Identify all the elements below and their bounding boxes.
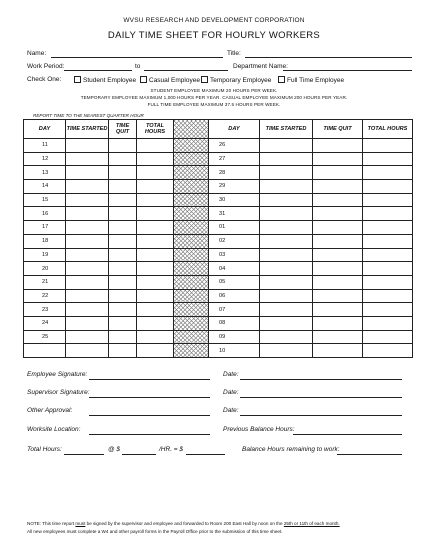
checkbox-student-label: Student Employee: [83, 77, 137, 84]
time-started-cell[interactable]: [260, 152, 313, 166]
max-fulltime: FULL TIME EMPLOYEE MAXIMUM 37.5 HOURS PER WEEK.: [147, 102, 281, 107]
time-started-cell[interactable]: [260, 330, 313, 344]
title-field[interactable]: [245, 50, 412, 58]
time-quit-cell[interactable]: [313, 207, 363, 221]
name-label: Name:: [27, 50, 47, 57]
page-title: DAILY TIME SHEET FOR HOURLY WORKERS: [107, 30, 321, 41]
day-cell: 25: [24, 330, 66, 344]
time-quit-cell[interactable]: [313, 330, 363, 344]
header-day: DAY: [24, 120, 66, 139]
time-quit-cell[interactable]: [313, 193, 363, 207]
total-hours-cell[interactable]: [137, 289, 174, 303]
time-quit-cell[interactable]: [313, 344, 363, 358]
table-row: [24, 152, 413, 166]
total-hours-cell[interactable]: [363, 207, 413, 221]
time-quit-cell[interactable]: [313, 275, 363, 289]
hatched-divider: [174, 152, 209, 166]
day-cell: 07: [209, 303, 260, 317]
time-sheet-table: [23, 119, 413, 358]
checkbox-student[interactable]: [74, 76, 136, 84]
empty-cell: [109, 344, 137, 358]
total-hours-field[interactable]: [64, 447, 104, 455]
name-field[interactable]: [51, 50, 223, 58]
table-row: [24, 289, 413, 303]
work-period-label: Work Period:: [27, 63, 65, 70]
day-cell: 15: [24, 193, 66, 207]
hatched-divider: [174, 166, 209, 180]
time-quit-cell[interactable]: [109, 180, 137, 194]
time-quit-cell[interactable]: [109, 221, 137, 235]
day-cell: 31: [209, 207, 260, 221]
hatched-divider: [174, 207, 209, 221]
header-day: DAY: [209, 120, 260, 139]
footer-new-employees: All new employees must complete a W4 and other payroll forms in the Payroll Office prior to the submission of this time sheet.: [27, 529, 283, 534]
checkbox-icon: [201, 76, 208, 83]
total-hours-cell[interactable]: [363, 193, 413, 207]
worksite-field[interactable]: [89, 427, 210, 435]
table-row: [24, 330, 413, 344]
time-quit-cell[interactable]: [109, 207, 137, 221]
day-cell: 11: [24, 139, 66, 153]
time-started-cell[interactable]: [260, 166, 313, 180]
table-row: [24, 207, 413, 221]
previous-balance-label: Previous Balance Hours:: [223, 426, 295, 433]
supervisor-signature-label: Supervisor Signature:: [27, 389, 90, 396]
time-quit-cell[interactable]: [109, 166, 137, 180]
time-quit-cell[interactable]: [109, 139, 137, 153]
day-cell: 18: [24, 234, 66, 248]
time-started-cell[interactable]: [66, 152, 109, 166]
rate-label: @ $: [108, 446, 121, 453]
checkbox-fulltime[interactable]: [278, 76, 344, 84]
footer-note-dates: 25th or 11th of each month.: [283, 521, 340, 526]
time-quit-cell[interactable]: [313, 262, 363, 276]
time-started-cell[interactable]: [260, 139, 313, 153]
total-hours-cell[interactable]: [363, 166, 413, 180]
day-cell: 01: [209, 221, 260, 235]
total-hours-label: Total Hours:: [27, 446, 62, 453]
day-cell: 29: [209, 180, 260, 194]
empty-cell: [66, 344, 109, 358]
header-total-hours: TOTAL HOURS: [363, 120, 413, 139]
checkbox-casual-label: Casual Employee: [149, 77, 200, 84]
time-started-cell[interactable]: [260, 316, 313, 330]
table-row: [24, 234, 413, 248]
table-header-row: [24, 120, 413, 139]
checkbox-fulltime-label: Full Time Employee: [287, 77, 345, 84]
time-started-cell[interactable]: [260, 193, 313, 207]
total-hours-cell[interactable]: [137, 221, 174, 235]
hatched-divider: [174, 262, 209, 276]
day-cell: 12: [24, 152, 66, 166]
hatched-divider: [174, 316, 209, 330]
time-started-cell[interactable]: [66, 248, 109, 262]
max-student: STUDENT EMPLOYEE MAXIMUM 20 HOURS PER WEEK.: [150, 88, 278, 93]
time-started-cell[interactable]: [66, 193, 109, 207]
day-cell: 04: [209, 262, 260, 276]
hatched-divider: [174, 139, 209, 153]
day-cell: 27: [209, 152, 260, 166]
hatched-divider: [174, 344, 209, 358]
time-quit-cell[interactable]: [109, 289, 137, 303]
time-quit-cell[interactable]: [109, 193, 137, 207]
hatched-divider: [174, 303, 209, 317]
time-started-cell[interactable]: [66, 207, 109, 221]
work-period-end-field[interactable]: [144, 63, 228, 71]
day-cell: 02: [209, 234, 260, 248]
rate-field[interactable]: [122, 447, 156, 455]
day-cell: 14: [24, 180, 66, 194]
time-quit-cell[interactable]: [109, 275, 137, 289]
time-quit-cell[interactable]: [109, 248, 137, 262]
day-cell: 10: [209, 344, 260, 358]
time-started-cell[interactable]: [66, 221, 109, 235]
time-quit-cell[interactable]: [313, 316, 363, 330]
table-row: [24, 303, 413, 317]
time-quit-cell[interactable]: [313, 234, 363, 248]
footer-note-start: NOTE: This time report: [27, 521, 76, 526]
department-field[interactable]: [283, 63, 412, 71]
employee-date-field[interactable]: [240, 372, 402, 380]
hatched-divider: [174, 180, 209, 194]
time-quit-cell[interactable]: [109, 152, 137, 166]
header-time-started: TIME STARTED: [66, 120, 109, 139]
check-one-label: Check One:: [27, 76, 62, 83]
time-quit-cell[interactable]: [109, 303, 137, 317]
hatched-divider: [174, 193, 209, 207]
time-quit-cell[interactable]: [313, 139, 363, 153]
time-started-cell[interactable]: [260, 234, 313, 248]
time-started-cell[interactable]: [260, 248, 313, 262]
hatched-divider: [174, 234, 209, 248]
total-hours-cell[interactable]: [137, 262, 174, 276]
per-hour-label: /HR. = $: [159, 446, 184, 453]
day-cell: 30: [209, 193, 260, 207]
day-cell: 24: [24, 316, 66, 330]
time-started-cell[interactable]: [66, 234, 109, 248]
other-date-label: Date:: [223, 407, 239, 414]
time-started-cell[interactable]: [260, 344, 313, 358]
total-hours-cell[interactable]: [363, 248, 413, 262]
time-quit-cell[interactable]: [109, 330, 137, 344]
time-quit-cell[interactable]: [109, 262, 137, 276]
time-quit-cell[interactable]: [313, 180, 363, 194]
day-cell: 03: [209, 248, 260, 262]
table-row: [24, 262, 413, 276]
total-hours-cell[interactable]: [137, 330, 174, 344]
total-hours-cell[interactable]: [137, 166, 174, 180]
table-row: [24, 275, 413, 289]
day-cell: 16: [24, 207, 66, 221]
day-cell: 17: [24, 221, 66, 235]
total-hours-cell[interactable]: [363, 316, 413, 330]
checkbox-temporary[interactable]: [201, 76, 271, 84]
balance-remaining-label: Balance Hours remaining to work:: [242, 446, 340, 453]
table-row: [24, 180, 413, 194]
checkbox-icon: [74, 76, 81, 83]
supervisor-date-label: Date:: [223, 389, 239, 396]
day-cell: 06: [209, 289, 260, 303]
footer-note-must: must: [75, 521, 86, 526]
time-started-cell[interactable]: [260, 262, 313, 276]
footer-note-mid: be signed by the supervisor and employee and forwarded to Room 200 East Hall by noon on the: [85, 521, 284, 526]
department-label: Department Name:: [233, 63, 288, 70]
header-total-hours: TOTAL HOURS: [137, 120, 174, 139]
time-started-cell[interactable]: [260, 289, 313, 303]
checkbox-casual[interactable]: [140, 76, 200, 84]
day-cell: 28: [209, 166, 260, 180]
time-quit-cell[interactable]: [313, 221, 363, 235]
worksite-label: Worksite Location:: [27, 426, 81, 433]
hatched-divider: [174, 330, 209, 344]
other-approval-label: Other Approval:: [27, 407, 73, 414]
total-hours-cell[interactable]: [137, 234, 174, 248]
supervisor-date-field[interactable]: [240, 390, 402, 398]
total-hours-cell[interactable]: [137, 152, 174, 166]
day-cell: 26: [209, 139, 260, 153]
table-row: [24, 248, 413, 262]
previous-balance-field[interactable]: [293, 427, 402, 435]
time-started-cell[interactable]: [66, 262, 109, 276]
day-cell: 21: [24, 275, 66, 289]
header-time-quit: TIME QUIT: [109, 120, 137, 139]
employee-signature-field[interactable]: [89, 372, 210, 380]
empty-cell: [137, 344, 174, 358]
amount-field[interactable]: [186, 447, 225, 455]
table-row: [24, 316, 413, 330]
day-cell: 08: [209, 316, 260, 330]
time-quit-cell[interactable]: [313, 248, 363, 262]
hatched-divider: [174, 289, 209, 303]
organization-name: WVSU RESEARCH AND DEVELOPMENT CORPORATION: [123, 17, 305, 24]
other-approval-field[interactable]: [89, 408, 210, 416]
hatched-divider: [174, 221, 209, 235]
total-hours-cell[interactable]: [363, 180, 413, 194]
total-hours-cell[interactable]: [363, 139, 413, 153]
total-hours-cell[interactable]: [363, 152, 413, 166]
other-date-field[interactable]: [240, 408, 402, 416]
hatched-divider: [174, 248, 209, 262]
time-started-cell[interactable]: [66, 303, 109, 317]
time-started-cell[interactable]: [66, 289, 109, 303]
work-period-to-label: to: [135, 63, 141, 70]
employee-date-label: Date:: [223, 371, 239, 378]
total-hours-cell[interactable]: [137, 207, 174, 221]
hatched-divider: [174, 120, 209, 139]
day-cell: 19: [24, 248, 66, 262]
footer-note: [27, 521, 340, 526]
total-hours-cell[interactable]: [137, 316, 174, 330]
time-started-cell[interactable]: [66, 180, 109, 194]
time-started-cell[interactable]: [260, 180, 313, 194]
total-hours-cell[interactable]: [137, 180, 174, 194]
table-row: [24, 221, 413, 235]
total-hours-cell[interactable]: [137, 275, 174, 289]
time-started-cell[interactable]: [260, 221, 313, 235]
time-quit-cell[interactable]: [313, 166, 363, 180]
time-started-cell[interactable]: [66, 275, 109, 289]
day-cell: 05: [209, 275, 260, 289]
total-hours-cell[interactable]: [363, 344, 413, 358]
total-hours-cell[interactable]: [363, 289, 413, 303]
total-hours-cell[interactable]: [137, 193, 174, 207]
time-started-cell[interactable]: [66, 330, 109, 344]
max-temporary-casual: TEMPORARY EMPLOYEE MAXIMUM 1,000 HOURS PER YEAR. CASUAL EMPLOYEE MAXIMUM 200 HOURS PER YEAR.: [80, 95, 348, 100]
table-row: [24, 166, 413, 180]
header-time-quit: TIME QUIT: [313, 120, 363, 139]
header-time-started: TIME STARTED: [260, 120, 313, 139]
total-hours-cell[interactable]: [363, 262, 413, 276]
total-hours-cell[interactable]: [363, 275, 413, 289]
day-cell: 22: [24, 289, 66, 303]
total-hours-cell[interactable]: [137, 303, 174, 317]
time-quit-cell[interactable]: [313, 152, 363, 166]
hatched-divider: [174, 275, 209, 289]
total-hours-cell[interactable]: [137, 139, 174, 153]
time-quit-cell[interactable]: [313, 289, 363, 303]
time-quit-cell[interactable]: [109, 316, 137, 330]
total-hours-cell[interactable]: [137, 248, 174, 262]
day-cell: 09: [209, 330, 260, 344]
time-started-cell[interactable]: [260, 275, 313, 289]
checkbox-temporary-label: Temporary Employee: [210, 77, 272, 84]
time-started-cell[interactable]: [260, 207, 313, 221]
total-hours-cell[interactable]: [363, 234, 413, 248]
checkbox-icon: [140, 76, 147, 83]
day-cell: 20: [24, 262, 66, 276]
day-cell: 13: [24, 166, 66, 180]
time-quit-cell[interactable]: [109, 234, 137, 248]
empty-cell: [24, 344, 66, 358]
total-hours-cell[interactable]: [363, 303, 413, 317]
title-label: Title:: [227, 50, 241, 57]
table-row: [24, 344, 413, 358]
total-hours-cell[interactable]: [363, 221, 413, 235]
checkbox-icon: [278, 76, 285, 83]
work-period-start-field[interactable]: [64, 63, 132, 71]
time-started-cell[interactable]: [260, 303, 313, 317]
supervisor-signature-field[interactable]: [89, 390, 210, 398]
time-started-cell[interactable]: [66, 316, 109, 330]
total-hours-cell[interactable]: [363, 330, 413, 344]
balance-remaining-field[interactable]: [337, 447, 402, 455]
table-row: [24, 139, 413, 153]
table-row: [24, 193, 413, 207]
report-note: REPORT TIME TO THE NEAREST QUARTER HOUR: [33, 113, 144, 118]
time-started-cell[interactable]: [66, 166, 109, 180]
employee-signature-label: Employee Signature:: [27, 371, 88, 378]
time-started-cell[interactable]: [66, 139, 109, 153]
day-cell: 23: [24, 303, 66, 317]
time-quit-cell[interactable]: [313, 303, 363, 317]
